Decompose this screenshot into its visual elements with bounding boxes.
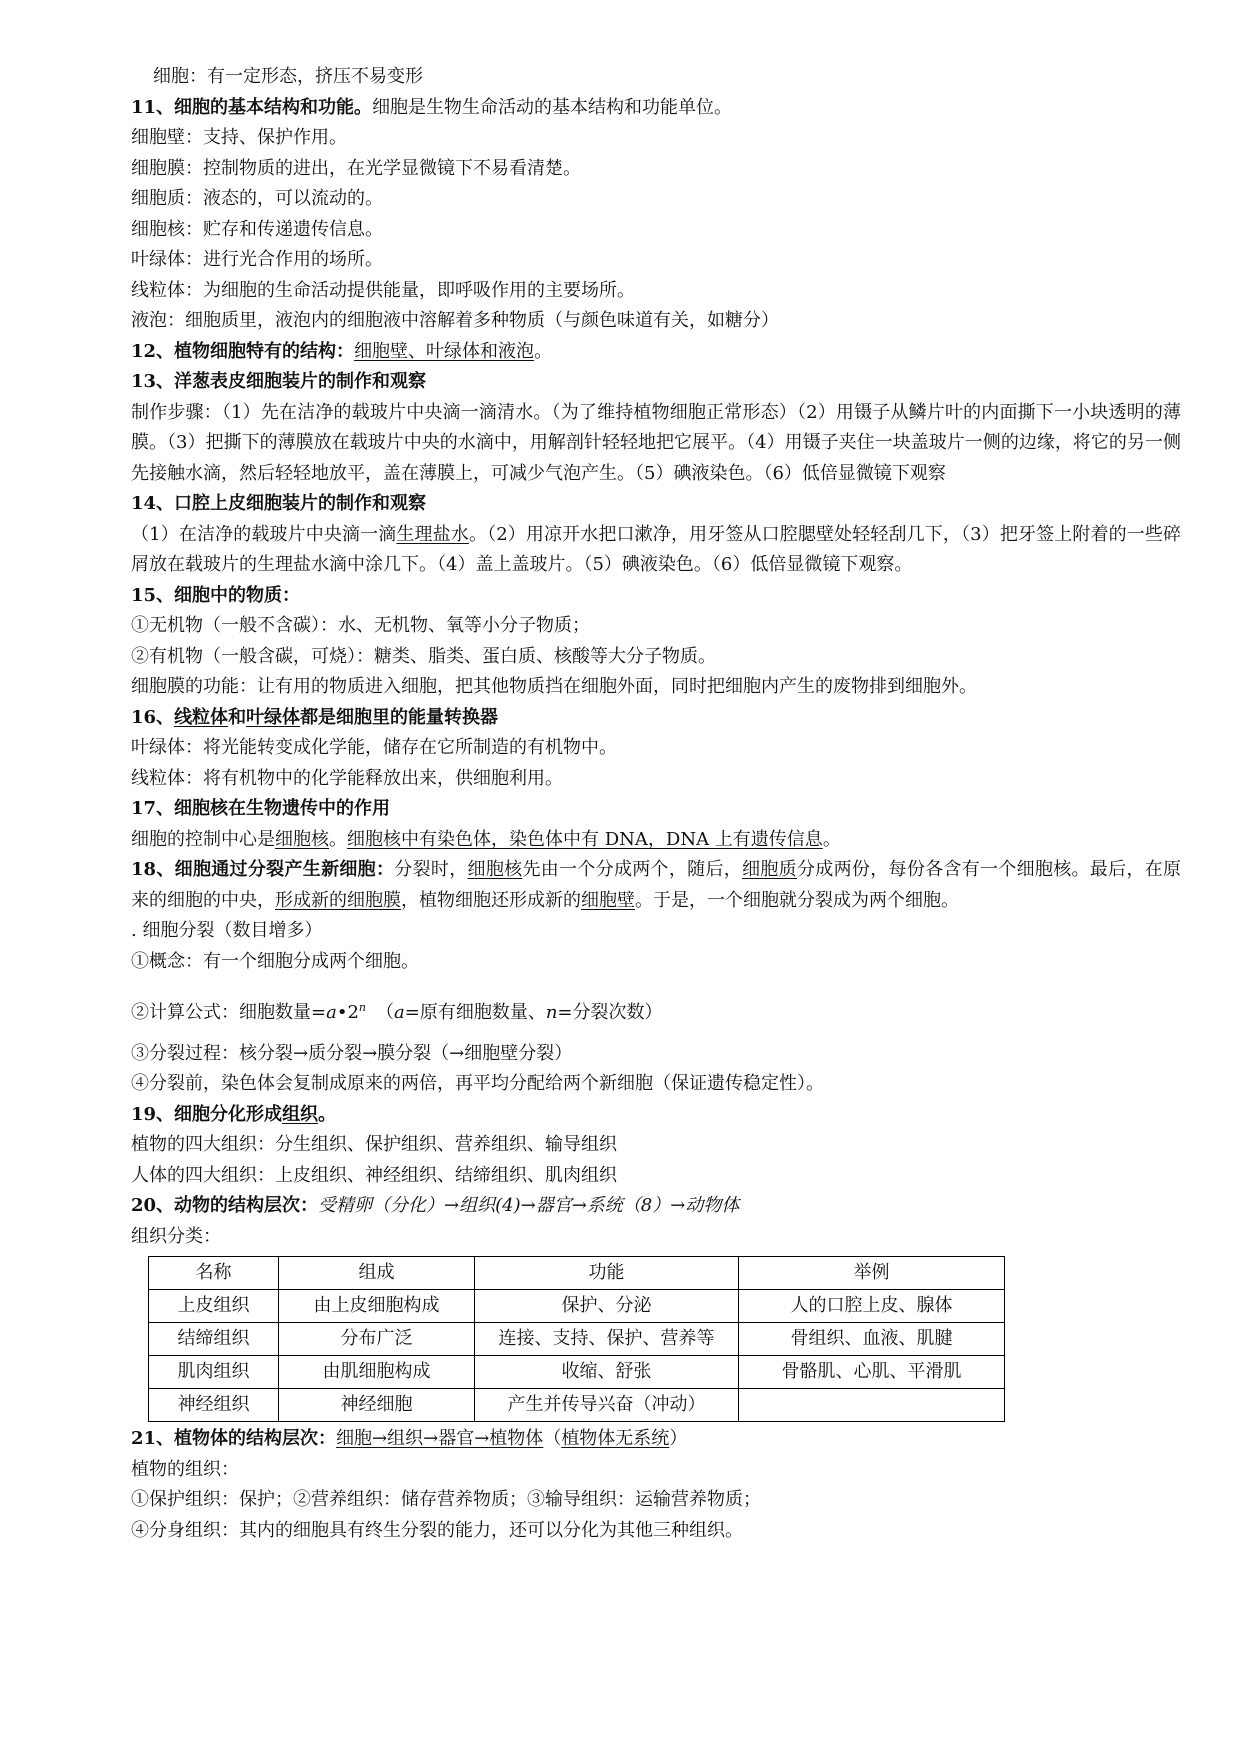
- formula-dot: •: [336, 1002, 348, 1023]
- text-line: [131, 825, 1181, 856]
- table-cell: [739, 1389, 1005, 1422]
- text: ）: [669, 1428, 688, 1449]
- text: 。于是，一个细胞就分裂成为两个细胞。: [635, 889, 959, 911]
- underlined-text: 细胞核: [275, 828, 329, 850]
- table-cell: 收缩、舒张: [475, 1356, 739, 1389]
- text: （1）在洁净的载玻片中央滴一滴: [131, 523, 397, 545]
- formula-exponent: n: [358, 1001, 366, 1014]
- underlined-text: 生理盐水: [396, 523, 469, 545]
- table-cell: 保护、分泌: [475, 1290, 739, 1323]
- text-line: 线粒体：为细胞的生命活动提供能量，即呼吸作用的主要场所。: [131, 279, 635, 301]
- text-line: 组织分类：: [131, 1225, 221, 1247]
- paragraph: 制作步骤：（1）先在洁净的载玻片中央滴一滴清水。（为了维持植物细胞正常形态）（2）用镊子从鳞片叶的内面撕下一小块透明的薄膜。（3）把撕下的薄膜放在载玻片中央的水滴中，用解剖针轻轻地把它展平。（4）用镊子夹住一块盖玻片一侧的边缘，将它的另一侧先接触水滴，然后轻轻地放平，盖在薄膜上，可减少气泡产生。（5）碘液染色。（6）低倍显微镜下观察: [131, 401, 1181, 484]
- text: 。: [534, 340, 553, 362]
- table-cell: 上皮组织: [149, 1290, 279, 1323]
- underlined-text: 叶绿体: [246, 706, 301, 728]
- table-cell: 骨骼肌、心肌、平滑肌: [739, 1356, 1005, 1389]
- section-21: [131, 1424, 1181, 1455]
- section-heading: 15、细胞中的物质：: [131, 584, 301, 606]
- table-row: [149, 1290, 1005, 1323]
- text-line: ①保护组织：保护；②营养组织：储存营养物质；③输导组织：运输营养物质；: [131, 1489, 761, 1510]
- underlined-text: 线粒体: [174, 706, 229, 728]
- document-page: [131, 62, 1181, 1546]
- text: 细胞是生物生命活动的基本结构和功能单位。: [372, 96, 733, 118]
- spacer: [131, 977, 1181, 993]
- text: 都是细胞里的能量转换器: [300, 706, 499, 728]
- text: （: [376, 1002, 394, 1023]
- text: ，植物细胞还形成新的: [401, 889, 581, 911]
- text-line: 植物的组织：: [131, 1458, 239, 1480]
- table-header: 举例: [739, 1257, 1005, 1290]
- section-19-heading: [131, 1100, 1181, 1131]
- text-line: 细胞：有一定形态，挤压不易变形: [153, 66, 423, 87]
- table-header: 功能: [475, 1257, 739, 1290]
- text-line: 细胞质：液态的，可以流动的。: [131, 188, 383, 209]
- section-heading: 12、植物细胞特有的结构：: [131, 340, 355, 362]
- text-line: 细胞核：贮存和传递遗传信息。: [131, 218, 383, 240]
- table-header: 名称: [149, 1257, 279, 1290]
- text-line: 液泡：细胞质里，液泡内的细胞液中溶解着多种物质（与颜色味道有关，如糖分）: [131, 310, 779, 331]
- text: 和: [228, 706, 247, 728]
- table-header: 组成: [279, 1257, 475, 1290]
- text-line: 细胞壁：支持、保护作用。: [131, 127, 347, 148]
- formula-line: [131, 993, 1181, 1029]
- underlined-text: 形成新的细胞膜: [275, 889, 401, 911]
- section-heading: 21、植物体的结构层次：: [131, 1428, 337, 1449]
- underlined-text: 组织: [282, 1103, 319, 1125]
- underlined-text: 细胞质: [742, 859, 797, 880]
- section-12: [131, 337, 1181, 368]
- section-11: [131, 93, 1181, 124]
- text: ②计算公式：细胞数量=: [131, 1002, 327, 1023]
- text: =原有细胞数量、: [404, 1002, 546, 1023]
- table-row: [149, 1389, 1005, 1422]
- text: 分裂时，: [394, 859, 468, 880]
- underlined-text: 细胞核: [467, 859, 523, 880]
- italic-text: 受精卵（分化）→组织(4)→器官→系统（8）→动物体: [318, 1195, 740, 1216]
- text-line: ①无机物（一般不含碳）：水、无机物、氧等小分子物质；: [131, 615, 590, 636]
- text-line: 线粒体：将有机物中的化学能释放出来，供细胞利用。: [131, 767, 563, 789]
- section-heading: 13、洋葱表皮细胞装片的制作和观察: [131, 371, 427, 392]
- text: 先由一个分成两个，随后，: [522, 859, 743, 880]
- text: （: [543, 1428, 562, 1449]
- text-line: ③分裂过程：核分裂→质分裂→膜分裂（→细胞壁分裂）: [131, 1042, 573, 1064]
- section-heading: 17、细胞核在生物遗传中的作用: [131, 798, 391, 819]
- text-line: ①概念：有一个细胞分成两个细胞。: [131, 950, 419, 972]
- underlined-text: 植物体无系统: [561, 1428, 670, 1449]
- section-16-heading: [131, 703, 1181, 734]
- paragraph: [131, 520, 1181, 581]
- tissue-table: [148, 1256, 1005, 1422]
- text: 19、细胞分化形成: [131, 1103, 283, 1125]
- text-line: ④分身组织：其内的细胞具有终生分裂的能力，还可以分化为其他三种组织。: [131, 1519, 743, 1541]
- text-line: 叶绿体：将光能转变成化学能，储存在它所制造的有机物中。: [131, 737, 617, 758]
- section-heading: 14、口腔上皮细胞装片的制作和观察: [131, 493, 427, 514]
- table-cell: 由肌细胞构成: [279, 1356, 475, 1389]
- text: 。: [318, 1103, 337, 1125]
- table-cell: 由上皮细胞构成: [279, 1290, 475, 1323]
- text-line: 细胞膜的功能：让有用的物质进入细胞，把其他物质挡在细胞外面，同时把细胞内产生的废物排到细胞外。: [131, 676, 977, 697]
- formula-var: a: [394, 1002, 405, 1023]
- section-heading: 18、细胞通过分裂产生新细胞：: [131, 859, 395, 880]
- formula-base: 2: [347, 1002, 359, 1023]
- underlined-text: 细胞壁、叶绿体和液泡: [354, 340, 535, 362]
- table-cell: 肌肉组织: [149, 1356, 279, 1389]
- text-line: . 细胞分裂（数目增多）: [131, 920, 323, 941]
- table-cell: 产生并传导兴奋（冲动）: [475, 1389, 739, 1422]
- section-heading: 11、细胞的基本结构和功能。: [131, 96, 373, 118]
- table-row: [149, 1356, 1005, 1389]
- underlined-text: 细胞→组织→器官→植物体: [336, 1428, 544, 1449]
- text-line: ④分裂前，染色体会复制成原来的两倍，再平均分配给两个新细胞（保证遗传稳定性）。: [131, 1073, 824, 1094]
- text-line: 细胞膜：控制物质的进出，在光学显微镜下不易看清楚。: [131, 157, 581, 179]
- text: 。: [329, 828, 347, 850]
- table-header-row: [149, 1257, 1005, 1290]
- table-cell: 神经组织: [149, 1389, 279, 1422]
- text: 。: [822, 828, 841, 850]
- underlined-text: 细胞壁: [581, 889, 635, 911]
- text-line: ②有机物（一般含碳，可烧）：糖类、脂类、蛋白质、核酸等大分子物质。: [131, 645, 716, 667]
- formula-var: a: [326, 1002, 337, 1023]
- section-heading: 20、动物的结构层次：: [131, 1195, 319, 1216]
- text: 。（2）用凉开水把口漱净，用牙签从口腔腮壁处轻轻刮几下，（3）把牙签上附着的一些碎屑放在载玻片的生理盐水滴中涂几下。（4）盖上盖玻片。（5）碘液染色。（6）低倍显微镜下观察。: [131, 523, 1182, 575]
- table-cell: 连接、支持、保护、营养等: [475, 1323, 739, 1356]
- table-cell: 结缔组织: [149, 1323, 279, 1356]
- text: 分成两份，每份各含有一个细胞核。最后，在原来的细胞的中央，: [131, 859, 1182, 911]
- text: 细胞的控制中心是: [131, 828, 275, 850]
- text: =分裂次数）: [557, 1002, 663, 1023]
- table-cell: 骨组织、血液、肌腱: [739, 1323, 1005, 1356]
- section-18: [131, 855, 1181, 916]
- table-row: [149, 1323, 1005, 1356]
- table-cell: 神经细胞: [279, 1389, 475, 1422]
- text-line: 人体的四大组织：上皮组织、神经组织、结缔组织、肌肉组织: [131, 1164, 617, 1186]
- text-line: 植物的四大组织：分生组织、保护组织、营养组织、输导组织: [131, 1134, 617, 1155]
- text: 16、: [131, 706, 175, 728]
- formula-var: n: [545, 1002, 558, 1023]
- table-cell: 分布广泛: [279, 1323, 475, 1356]
- table-cell: 人的口腔上皮、腺体: [739, 1290, 1005, 1323]
- text-line: 叶绿体：进行光合作用的场所。: [131, 249, 383, 270]
- section-20: [131, 1191, 1181, 1222]
- spacer: [131, 1029, 1181, 1039]
- underlined-text: 细胞核中有染色体，染色体中有 DNA，DNA 上有遗传信息: [347, 828, 823, 850]
